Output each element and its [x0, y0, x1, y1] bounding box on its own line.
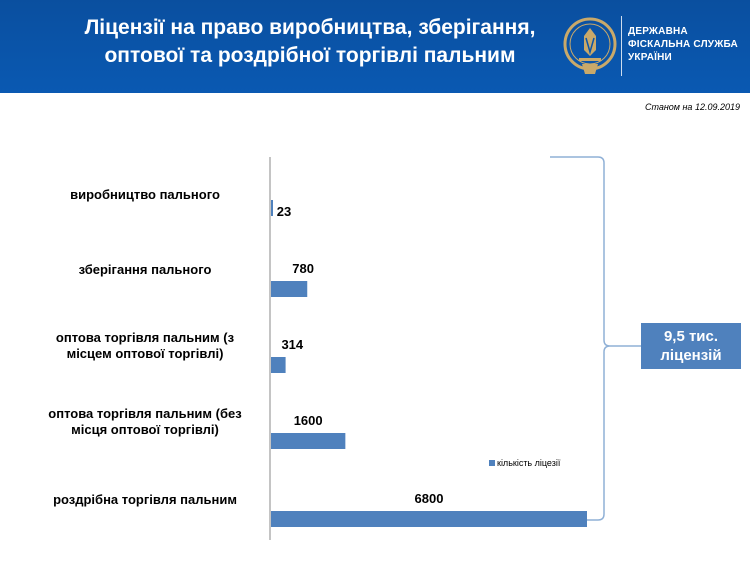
bar-3 [271, 433, 345, 449]
title-line-2: оптової та роздрібної торгівлі пальним [104, 44, 516, 67]
bar-4 [271, 511, 587, 527]
brace [550, 157, 641, 520]
bar-2 [271, 357, 286, 373]
data-label-3: 1600 [293, 413, 323, 428]
date-note: Станом на 12.09.2019 [644, 102, 740, 112]
org-line-1: ДЕРЖАВНА [628, 26, 688, 37]
data-label-2: 314 [281, 337, 304, 352]
org-line-2: ФІСКАЛЬНА СЛУЖБА [628, 39, 738, 50]
bar-1 [271, 281, 307, 297]
category-label-2: оптова торгівля пальним (з місцем оптової торгівлі) [55, 330, 235, 361]
title-line-1: Ліцензії на право виробництва, зберігання, [84, 16, 536, 39]
data-label-1: 780 [292, 261, 314, 276]
legend-swatch [489, 460, 495, 466]
data-label-4: 6800 [414, 491, 444, 506]
total-licenses-box [641, 323, 741, 369]
category-label-0: виробництво пального [70, 187, 220, 202]
total-line-2: ліцензій [660, 347, 722, 364]
brace-path [550, 157, 641, 520]
total-line-1: 9,5 тис. [663, 328, 719, 345]
org-line-3: УКРАЇНИ [628, 52, 672, 63]
category-label-4: роздрібна торгівля пальним [53, 492, 237, 507]
legend-label: кількість ліцезії [497, 458, 561, 468]
data-label-0: 23 [276, 204, 292, 219]
bar-0 [271, 200, 273, 216]
category-label-1: зберігання пального [78, 262, 212, 277]
category-label-3: оптова торгівля пальним (без місця оптової торгівлі) [48, 406, 242, 437]
